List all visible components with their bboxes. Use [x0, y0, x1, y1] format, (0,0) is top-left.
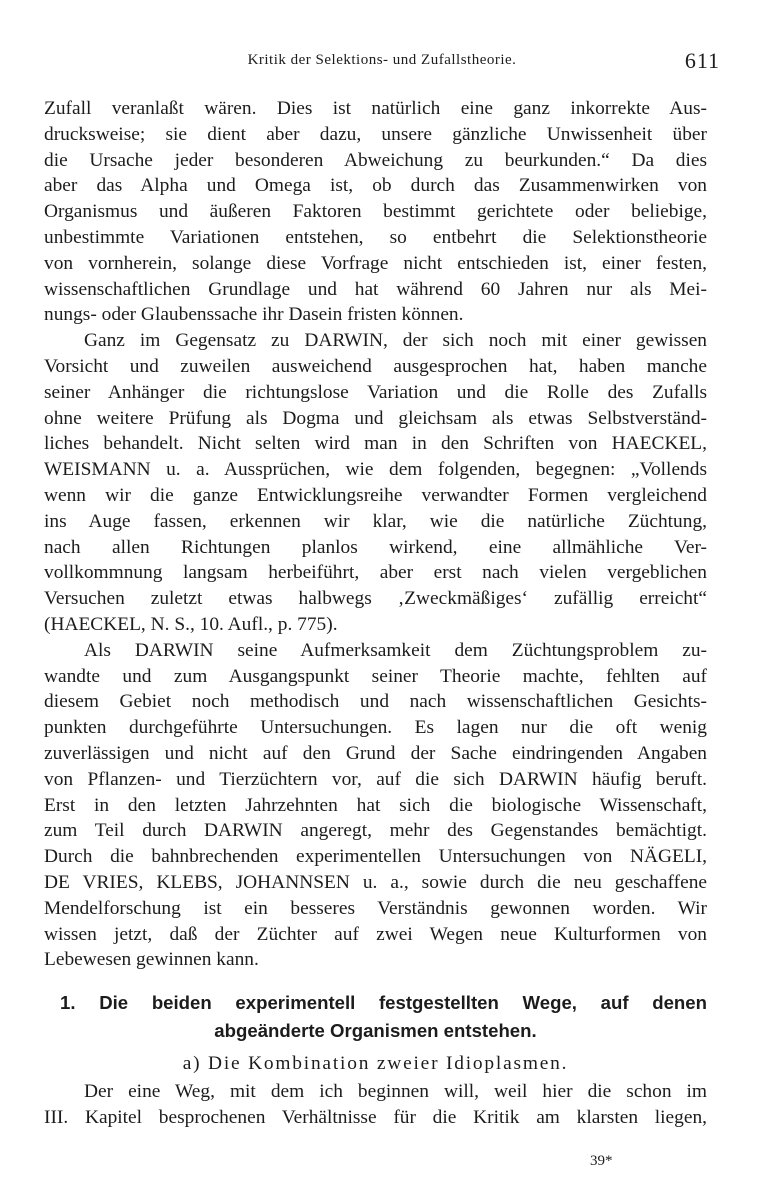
text-line: nach allen Richtungen planlos wirkend, eine allmähliche Ver- — [44, 536, 707, 558]
paragraph-2 — [44, 328, 707, 638]
paragraph-1 — [44, 96, 707, 328]
running-title: Kritik der Selektions- und Zufallstheorie. — [247, 52, 517, 68]
section-heading-line: abgeänderte Organismen entstehen. — [214, 1020, 537, 1042]
text-line: liches behandelt. Nicht selten wird man in den Schriften von HAECKEL, — [44, 433, 707, 455]
printer-signature: 39* — [590, 1153, 613, 1169]
paragraph-3 — [44, 638, 707, 973]
text-line: von Pflanzen- und Tierzüchtern vor, auf die sich DARWIN häufig beruft. — [44, 768, 707, 790]
text-line: Vorsicht und zuweilen ausweichend ausgesprochen hat, haben manche — [44, 355, 707, 377]
text-line: die Ursache jeder besonderen Abweichung zu beurkunden.“ Da dies — [44, 149, 707, 171]
text-line: Versuchen zuletzt etwas halbwegs ‚Zweckmäßiges‘ zufällig erreicht“ — [44, 588, 707, 610]
text-line: zuverlässigen und nicht auf den Grund der Sache eindringenden Angaben — [44, 742, 707, 764]
text-line: wandte und zum Ausgangspunkt seiner Theorie machte, fehlten auf — [44, 665, 707, 687]
text-line: WEISMANN u. a. Aussprüchen, wie dem folgenden, begegnen: „Vollends — [44, 459, 707, 481]
text-line: zum Teil durch DARWIN angeregt, mehr des Gegenstandes bemächtigt. — [44, 820, 707, 842]
text-line: diesem Gebiet noch methodisch und nach wissenschaftlichen Gesichts- — [44, 691, 707, 713]
body-text — [44, 96, 707, 1131]
text-line: nungs- oder Glaubenssache ihr Dasein fristen können. — [44, 304, 464, 326]
page-number: 611 — [684, 48, 720, 73]
text-line: vollkommnung langsam herbeiführt, aber erst nach vielen vergeblichen — [44, 562, 707, 584]
text-line: wissen jetzt, daß der Züchter auf zwei Wegen neue Kulturformen von — [44, 923, 707, 945]
text-line: wissenschaftlichen Grundlage und hat während 60 Jahren nur als Mei- — [44, 278, 707, 300]
section-gap — [44, 973, 707, 989]
text-line: Erst in den letzten Jahrzehnten hat sich die biologische Wissenschaft, — [44, 794, 707, 816]
text-line: Als DARWIN seine Aufmerksamkeit dem Züchtungsproblem zu- — [84, 639, 707, 661]
text-line: Durch die bahnbrechenden experimentellen Untersuchungen von NÄGELI, — [44, 846, 707, 868]
section-heading — [44, 989, 707, 1045]
paragraph-4 — [44, 1079, 707, 1131]
section-heading-line: 1. Die beiden experimentell festgestellten Wege, auf denen — [60, 992, 707, 1014]
text-line: Zufall veranlaßt wären. Dies ist natürlich eine ganz inkorrekte Aus- — [44, 98, 707, 119]
text-line: Ganz im Gegensatz zu DARWIN, der sich noch mit einer gewissen — [84, 330, 707, 352]
text-line: punkten durchgeführte Untersuchungen. Es lagen nur die oft wenig — [44, 717, 707, 739]
text-line: seiner Anhänger die richtungslose Variation und die Rolle des Zufalls — [44, 381, 707, 403]
text-line: Organismus und äußeren Faktoren bestimmt gerichtete oder beliebige, — [44, 201, 707, 223]
text-line: Lebewesen gewinnen kann. — [44, 949, 259, 971]
subsection-heading: a) Die Kombination zweier Idioplasmen. — [182, 1053, 569, 1075]
text-line: III. Kapitel besprochenen Verhältnisse für die Kritik am klarsten liegen, — [44, 1106, 707, 1128]
text-line: Der eine Weg, mit dem ich beginnen will, weil hier die schon im — [84, 1081, 707, 1103]
text-line: wenn wir die ganze Entwicklungsreihe verwandter Formen vergleichend — [44, 484, 707, 506]
text-line: (HAECKEL, N. S., 10. Aufl., p. 775). — [44, 613, 338, 635]
text-line: aber das Alpha und Omega ist, ob durch das Zusammenwirken von — [44, 175, 707, 197]
text-line: DE VRIES, KLEBS, JOHANNSEN u. a., sowie durch die neu geschaffene — [44, 871, 707, 893]
text-line: ohne weitere Prüfung als Dogma und gleichsam als etwas Selbstverständ- — [44, 407, 707, 429]
text-line: ins Auge fassen, erkennen wir klar, wie die natürliche Züchtung, — [44, 510, 707, 532]
text-line: von vornherein, solange diese Vorfrage nicht entschieden ist, einer festen, — [44, 252, 707, 274]
text-line: unbestimmte Variationen entstehen, so entbehrt die Selektionstheorie — [44, 226, 707, 248]
text-line: Mendelforschung ist ein besseres Verständnis gewonnen worden. Wir — [44, 897, 707, 919]
page-header — [44, 48, 720, 78]
text-line: drucksweise; sie dient aber dazu, unsere gänzliche Unwissenheit über — [44, 123, 707, 145]
